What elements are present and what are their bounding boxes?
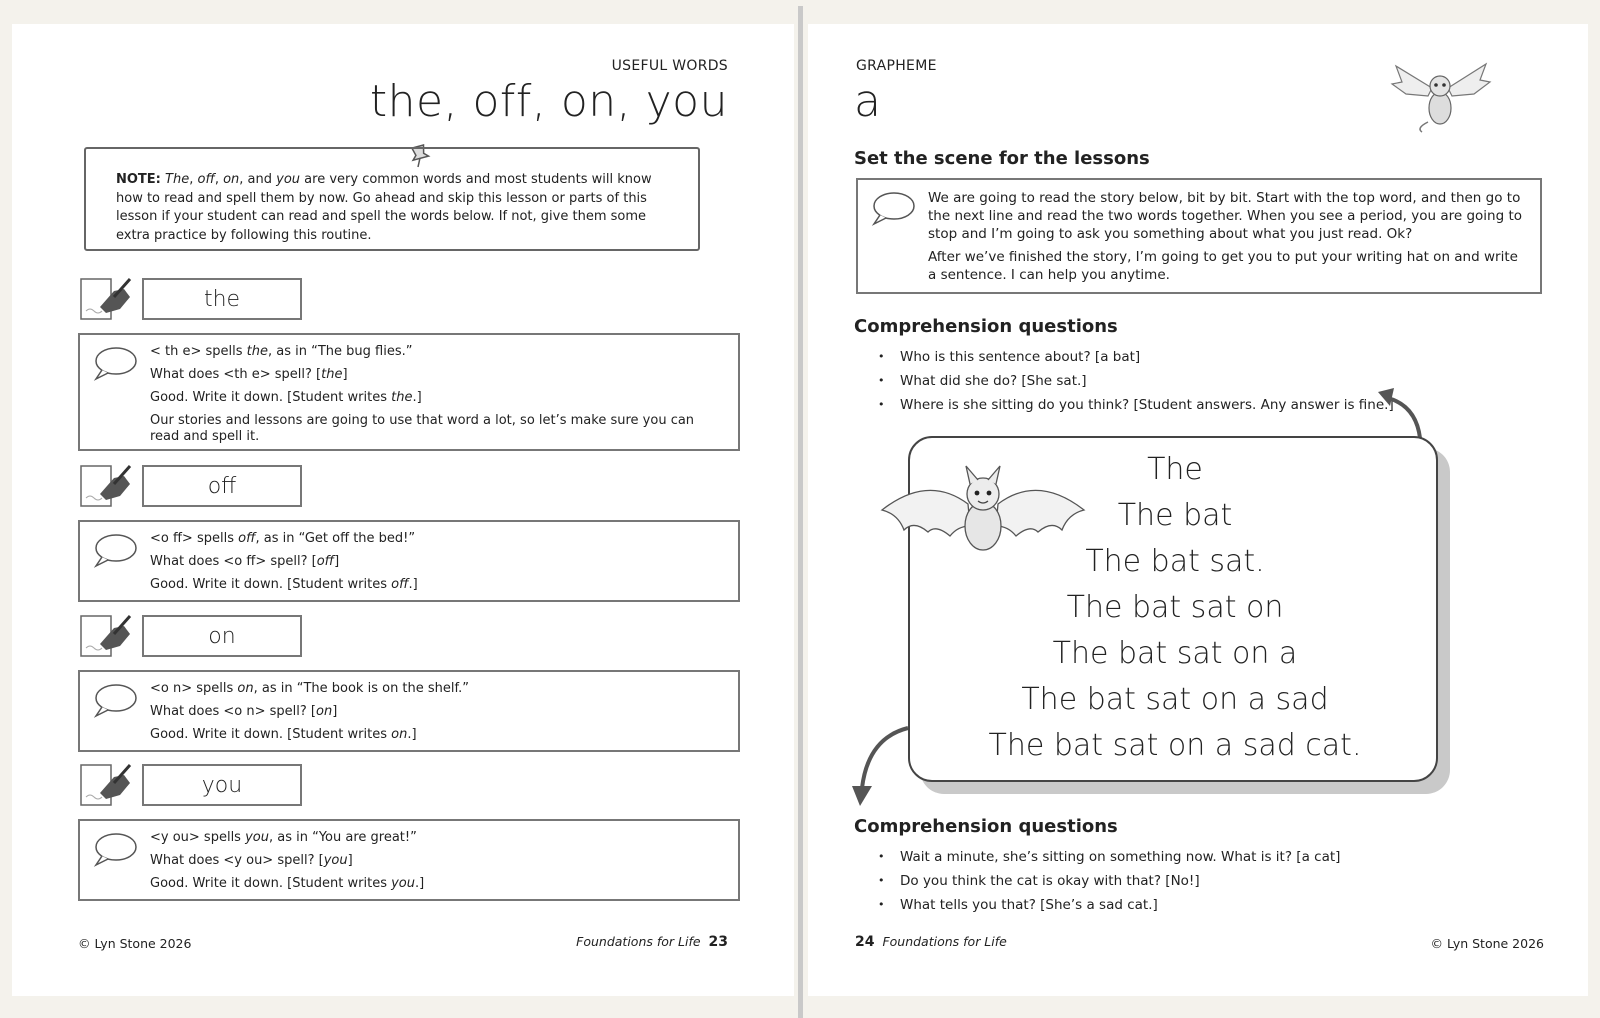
script-line: < th e> spells the, as in “The bug flies.” — [150, 344, 413, 359]
page-number: 24 — [855, 934, 875, 950]
word-card: off — [142, 465, 302, 507]
story-line: The bat — [1117, 498, 1233, 533]
section-label: USEFUL WORDS — [611, 58, 728, 74]
speech-box-on — [78, 670, 740, 752]
writing-hand-icon — [80, 464, 134, 508]
script-line: What does <y ou> spell? [you] — [150, 853, 353, 868]
right-page — [808, 24, 1588, 996]
note-body: are very common words and most students will know how to read and spell them by now. Go ahead and skip this lesson or parts of this lesson if your student can read and spell the words below. If not, give them some extra practice by following this routine. — [116, 172, 652, 243]
script-line: Good. Write it down. [Student writes on.] — [150, 727, 417, 742]
section-label: GRAPHEME — [856, 58, 937, 74]
speech-box-off — [78, 520, 740, 602]
scene-box — [856, 178, 1542, 294]
story-line: The bat sat on a sad cat. — [988, 728, 1362, 763]
list-item: • Do you think the cat is okay with that? [No!] — [878, 869, 1340, 893]
story-line: The bat sat. — [1085, 544, 1265, 579]
script-line: <o n> spells on, as in “The book is on the shelf.” — [150, 681, 470, 696]
speech-bubble-icon — [870, 190, 916, 228]
speech-bubble-icon — [92, 682, 138, 720]
comprehension-heading: Comprehension questions — [854, 816, 1118, 837]
speech-box-the — [78, 333, 740, 451]
comprehension-list — [878, 345, 1394, 417]
page-title: a — [854, 76, 882, 127]
list-item: • Wait a minute, she’s sitting on something now. What is it? [a cat] — [878, 845, 1340, 869]
speech-bubble-icon — [92, 831, 138, 869]
note-word: on — [223, 172, 240, 187]
curved-arrow-icon — [846, 724, 910, 810]
script-line: Good. Write it down. [Student writes you.] — [150, 876, 425, 891]
note-word: you — [276, 172, 301, 187]
copyright: © Lyn Stone 2026 — [1430, 936, 1544, 951]
comprehension-list — [878, 845, 1340, 917]
scene-text: We are going to read the story below, bit by bit. Start with the top word, and then go to the next line and read the two words together. When you see a period, you are going to stop and I’m going to ask you something about what you just read. Ok? — [928, 190, 1523, 242]
book-spine — [798, 6, 803, 1018]
curved-arrow-icon — [1368, 386, 1428, 442]
note-box — [84, 147, 700, 251]
book-title: Foundations for Life — [882, 934, 1007, 949]
word-card: on — [142, 615, 302, 657]
story-line: The bat sat on a sad — [1021, 682, 1329, 717]
script-line: <y ou> spells you, as in “You are great!” — [150, 830, 417, 845]
script-line: Good. Write it down. [Student writes the.] — [150, 390, 422, 405]
speech-bubble-icon — [92, 532, 138, 570]
note-sep: , — [189, 172, 198, 187]
note-sep: , and — [239, 172, 277, 187]
page-number: 23 — [708, 934, 728, 950]
speech-box-you — [78, 819, 740, 901]
writing-hand-icon — [80, 763, 134, 807]
list-item: • What tells you that? [She’s a sad cat.] — [878, 893, 1340, 917]
bat-icon — [878, 464, 1088, 564]
writing-hand-icon — [80, 614, 134, 658]
page-footer — [855, 934, 1007, 950]
note-word: off — [197, 172, 215, 187]
speech-bubble-icon — [92, 345, 138, 383]
story-line: The bat sat on a — [1052, 636, 1298, 671]
script-line: Our stories and lessons are going to use that word a lot, so let’s make sure you can read and spell it. — [150, 413, 695, 444]
left-page — [12, 24, 794, 996]
script-line: What does <o n> spell? [on] — [150, 704, 338, 719]
writing-hand-icon — [80, 277, 134, 321]
scene-heading: Set the scene for the lessons — [854, 148, 1150, 169]
story-line: The bat sat on — [1066, 590, 1284, 625]
list-item: • Where is she sitting do you think? [Student answers. Any answer is fine.] — [878, 393, 1394, 417]
script-line: What does <th e> spell? [the] — [150, 367, 348, 382]
comprehension-heading: Comprehension questions — [854, 316, 1118, 337]
list-item: • What did she do? [She sat.] — [878, 369, 1394, 393]
word-card: you — [142, 764, 302, 806]
list-item: • Who is this sentence about? [a bat] — [878, 345, 1394, 369]
note-word: The — [165, 172, 190, 187]
copyright: © Lyn Stone 2026 — [78, 936, 192, 951]
story-line: The — [1147, 452, 1203, 487]
page-footer — [576, 934, 728, 950]
dragon-icon — [1388, 60, 1492, 134]
script-line: What does <o ff> spell? [off] — [150, 554, 340, 569]
book-title: Foundations for Life — [576, 934, 701, 949]
page-title: the, off, on, you — [369, 76, 728, 127]
script-line: Good. Write it down. [Student writes off.] — [150, 577, 418, 592]
scene-text: After we’ve finished the story, I’m going to get you to put your writing hat on and write a sentence. I can help you anytime. — [928, 249, 1518, 283]
note-label: NOTE: — [116, 172, 161, 187]
script-line: <o ff> spells off, as in “Get off the bed!” — [150, 531, 416, 546]
note-sep: , — [214, 172, 224, 187]
word-card: the — [142, 278, 302, 320]
